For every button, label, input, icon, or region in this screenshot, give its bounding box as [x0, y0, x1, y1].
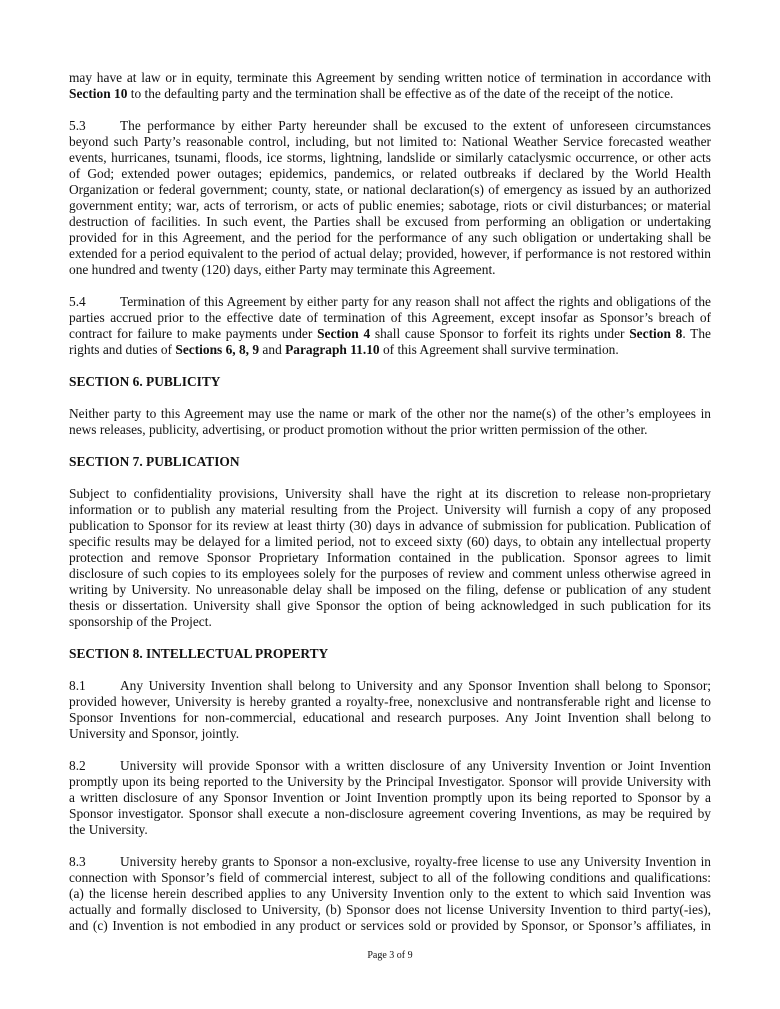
text-line: Sponsor investigator. Sponsor shall execute a non-disclosure agreement covering Inventions, as may be required by	[69, 806, 711, 821]
paragraph-spacer	[69, 102, 711, 118]
text-line: University and Sponsor, jointly.	[69, 726, 240, 741]
text-line: news releases, publicity, advertising, or product promotion without the prior written permission of the other.	[69, 422, 648, 437]
bold-reference: SECTION 7. PUBLICATION	[69, 454, 240, 469]
text-line: Subject to confidentiality provisions, University shall have the right at its discretion to release non-proprietary	[69, 486, 711, 501]
clause-8-2	[69, 758, 711, 838]
text-line: thesis or dissertation. University shall give Sponsor the option of being acknowledged in such publication for its	[69, 598, 711, 613]
text-line: 5.3 The performance by either Party hereunder shall be excused to the extent of unforeseen circumstances	[69, 118, 711, 133]
paragraph-spacer	[69, 630, 711, 646]
clause-number: 5.4	[69, 294, 86, 309]
clause-number: 8.2	[69, 758, 86, 773]
text-line: publication to Sponsor for its review at least thirty (30) days in advance of submission for publication. Publication of	[69, 518, 711, 533]
text-line: disclosure of such copies to its employees solely for the purposes of review and comment unless otherwise agreed in	[69, 566, 711, 581]
text-line: protection and remove Sponsor Proprietary Information contained in the publication. Sponsor agrees to limit	[69, 550, 711, 565]
paragraph-spacer	[69, 438, 711, 454]
paragraph-spacer	[69, 742, 711, 758]
paragraph-spacer	[69, 358, 711, 374]
text-line: connection with Sponsor’s field of commercial interest, subject to all of the following conditions and qualifications:	[69, 870, 711, 885]
paragraph	[69, 486, 711, 630]
paragraph	[69, 70, 711, 102]
clause-number: 8.3	[69, 854, 86, 869]
text-line: (a) the license herein described applies to any University Invention only to the extent to which said Invention was	[69, 886, 711, 901]
clause-number: 5.3	[69, 118, 86, 133]
bold-reference: Sections 6, 8, 9	[175, 342, 260, 357]
text-line: specific results may be delayed for a limited period, not to exceed sixty (60) days, to obtain any intellectual property	[69, 534, 711, 549]
text-line: 8.1 Any University Invention shall belong to University and any Sponsor Invention shall belong to Sponsor;	[69, 678, 711, 693]
text-line: events, hurricanes, tsunami, floods, ice storms, lightning, landslide or similarly cataclysmic occurrence, or other acts	[69, 150, 711, 165]
text-line: government entity; war, acts of terrorism, or acts of public enemies; sabotage, riots or civil disturbances; or material	[69, 198, 711, 213]
text-line: rights and duties of Sections 6, 8, 9 and Paragraph 11.10 of this Agreement shall survive termination.	[69, 342, 619, 357]
bold-reference: Section 10	[69, 86, 128, 101]
text-line: information or to publish any material resulting from the Project. University will furnish a copy of any proposed	[69, 502, 711, 517]
section-heading	[69, 454, 711, 470]
text-line: 5.4 Termination of this Agreement by either party for any reason shall not affect the rights and obligations of the	[69, 294, 711, 309]
paragraph-spacer	[69, 662, 711, 678]
paragraph-spacer	[69, 838, 711, 854]
text-line: contract for failure to make payments under Section 4 shall cause Sponsor to forfeit its rights under Section 8. The	[69, 326, 711, 341]
bold-reference: SECTION 6. PUBLICITY	[69, 374, 221, 389]
paragraph	[69, 406, 711, 438]
clause-8-3	[69, 854, 711, 934]
paragraph-spacer	[69, 390, 711, 406]
text-line: provided for in this Agreement, and the period for the performance of any such obligation or undertaking shall be	[69, 230, 711, 245]
clause-5-4	[69, 294, 711, 358]
text-line: destruction of facilities. In such event, the Parties shall be excused from performing an obligation or undertaking	[69, 214, 711, 229]
text-line	[69, 374, 711, 390]
text-line: a written disclosure of any Sponsor Invention or Joint Invention promptly upon its being reported to Sponsor by a	[69, 790, 711, 805]
text-line: one hundred and twenty (120) days, either Party may terminate this Agreement.	[69, 262, 496, 277]
text-line: 8.2 University will provide Sponsor with a written disclosure of any University Invention or Joint Invention	[69, 758, 711, 773]
document-body	[69, 70, 711, 934]
text-line: provided however, University is hereby granted a royalty-free, nonexclusive and nontransferable right and license to	[69, 694, 711, 709]
bold-reference: Section 4	[317, 326, 371, 341]
clause-5-3	[69, 118, 711, 278]
clause-8-1	[69, 678, 711, 742]
text-line: 8.3 University hereby grants to Sponsor a non-exclusive, royalty-free license to use any University Invention in	[69, 854, 711, 869]
text-line: promptly upon its being reported to the University by the Principal Investigator. Sponsor will provide University with	[69, 774, 711, 789]
paragraph-spacer	[69, 470, 711, 486]
text-line: beyond such Party’s reasonable control, including, but not limited to: National Weather Service forecasted weather	[69, 134, 711, 149]
text-line: Neither party to this Agreement may use the name or mark of the other nor the name(s) of the other’s employees in	[69, 406, 711, 421]
text-line: of God; extended power outages; epidemics, pandemics, or related outbreaks if declared by the World Health	[69, 166, 711, 181]
text-line: Organization or federal government; county, state, or national declaration(s) of emergency as issued by an authorized	[69, 182, 711, 197]
text-line	[69, 454, 711, 470]
text-line: the University.	[69, 822, 148, 837]
bold-reference: SECTION 8. INTELLECTUAL PROPERTY	[69, 646, 329, 661]
bold-reference: Paragraph 11.10	[285, 342, 380, 357]
text-line: may have at law or in equity, terminate this Agreement by sending written notice of termination in accordance with	[69, 70, 711, 85]
text-line: parties accrued prior to the effective date of termination of this Agreement, except insofar as Sponsor’s breach of	[69, 310, 711, 325]
text-line: actually and formally disclosed to University, (b) Sponsor does not license University Invention to third party(-ies),	[69, 902, 711, 917]
section-heading	[69, 374, 711, 390]
text-line: sponsorship of the Project.	[69, 614, 212, 629]
section-heading	[69, 646, 711, 662]
text-line: Sponsor Inventions for non-commercial, educational and research purposes. Any Joint Invention shall belong to	[69, 710, 711, 725]
paragraph-spacer	[69, 278, 711, 294]
clause-number: 8.1	[69, 678, 86, 693]
bold-reference: Section 8	[629, 326, 683, 341]
text-line: Section 10 to the defaulting party and the termination shall be effective as of the date of the receipt of the notice.	[69, 86, 674, 101]
page-number: Page 3 of 9	[367, 950, 413, 961]
text-line: extended for a period equivalent to the period of actual delay; provided, however, if performance is not restored within	[69, 246, 711, 261]
text-line	[69, 646, 711, 662]
text-line: writing by University. No unreasonable delay shall be imposed on the filing, defense or publication of any student	[69, 582, 711, 597]
text-line: and (c) Invention is not embodied in any product or services sold or provided by Sponsor, or Sponsor’s affiliates, in	[69, 918, 711, 933]
